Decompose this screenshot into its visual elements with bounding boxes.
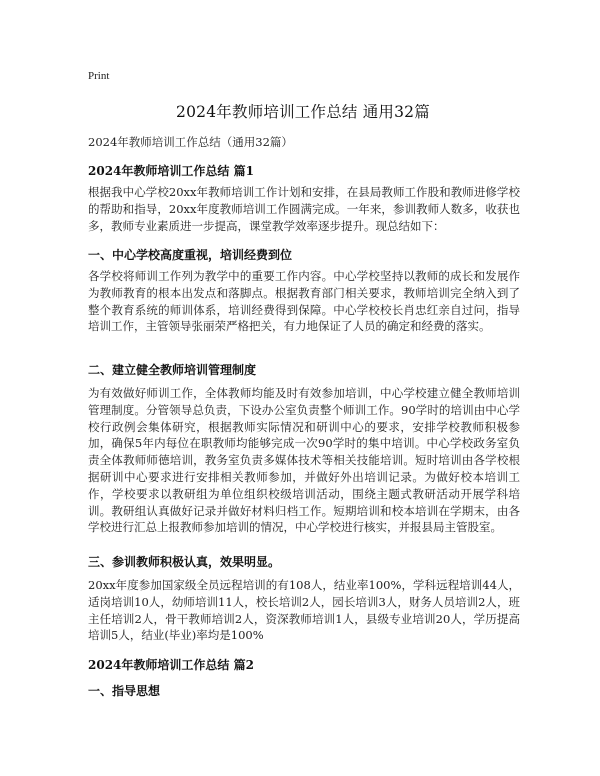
document-subtitle: 2024年教师培训工作总结（通用32篇） — [88, 135, 293, 149]
section3-paragraph: 20xx年度参加国家级全员远程培训的有108人，结业率100%，学科远程培训44人，适岗培训10人，幼师培训11人，校长培训2人，园长培训3人，财务人员培训2人，班主任培训2人，骨干教师培训2人，资深教师培训1人，县级专业培训20人，学历提高培训5人，结业(毕业)率均是100% — [88, 578, 520, 643]
section1-paragraph: 各学校将师训工作列为教学中的重要工作内容。中心学校坚持以教师的成长和发展作为教师教育的根本出发点和落脚点。根据教育部门相关要求，教师培训完全纳入到了整个教育系统的师训体系，培训经费得到保障。中心学校校长肖忠红亲自过问，指导培训工作，主管领导张丽荣严格把关，有力地保证了人员的确定和经费的落实。 — [88, 269, 520, 334]
article2-heading: 2024年教师培训工作总结 篇2 — [88, 658, 254, 672]
section2-heading: 二、建立健全教师培训管理制度 — [88, 363, 257, 377]
print-label[interactable]: Print — [88, 70, 110, 82]
section2-paragraph: 为有效做好师训工作，全体教师均能及时有效参加培训，中心学校建立健全教师培训管理制度。分管领导总负责，下设办公室负责整个师训工作。90学时的培训由中心学校行政例会集体研究，根据教师实际情况和研训中心的要求，安排学校教师积极参加，确保5年内每位在职教师均能够完成一次90学时的集中培训。中心学校政务室负责全体教师师德培训，教务室负责多媒体技术等相关技能培训。短时培训由各学校根据研训中心要求进行安排相关教师参加，并做好外出培训记录。为做好校本培训工作，学校要求以教研组为单位组织校级培训活动，围绕主题式教研活动开展学科培训。教研组认真做好记录并做好材料归档工作。短期培训和校本培训在学期末，由各学校进行汇总上报教师参加培训的情况，中心学校进行核实，并报县局主管股室。 — [88, 386, 520, 535]
section3-heading: 三、参训教师积极认真，效果明显。 — [88, 555, 281, 569]
intro-paragraph: 根据我中心学校20xx年教师培训工作计划和安排，在县局教师工作股和教师进修学校的帮助和指导，20xx年度教师培训工作圆满完成。一年来，参训教师人数多，收获也多，教师专业素质进一步提高，课堂教学效率逐步提升。现总结如下： — [88, 185, 520, 233]
section1-heading: 一、中心学校高度重视，培训经费到位 — [88, 248, 293, 262]
article1-heading: 2024年教师培训工作总结 篇1 — [88, 164, 254, 178]
page-title: 2024年教师培训工作总结 通用32篇 — [176, 103, 430, 121]
article2-section1-heading: 一、指导思想 — [88, 684, 161, 698]
